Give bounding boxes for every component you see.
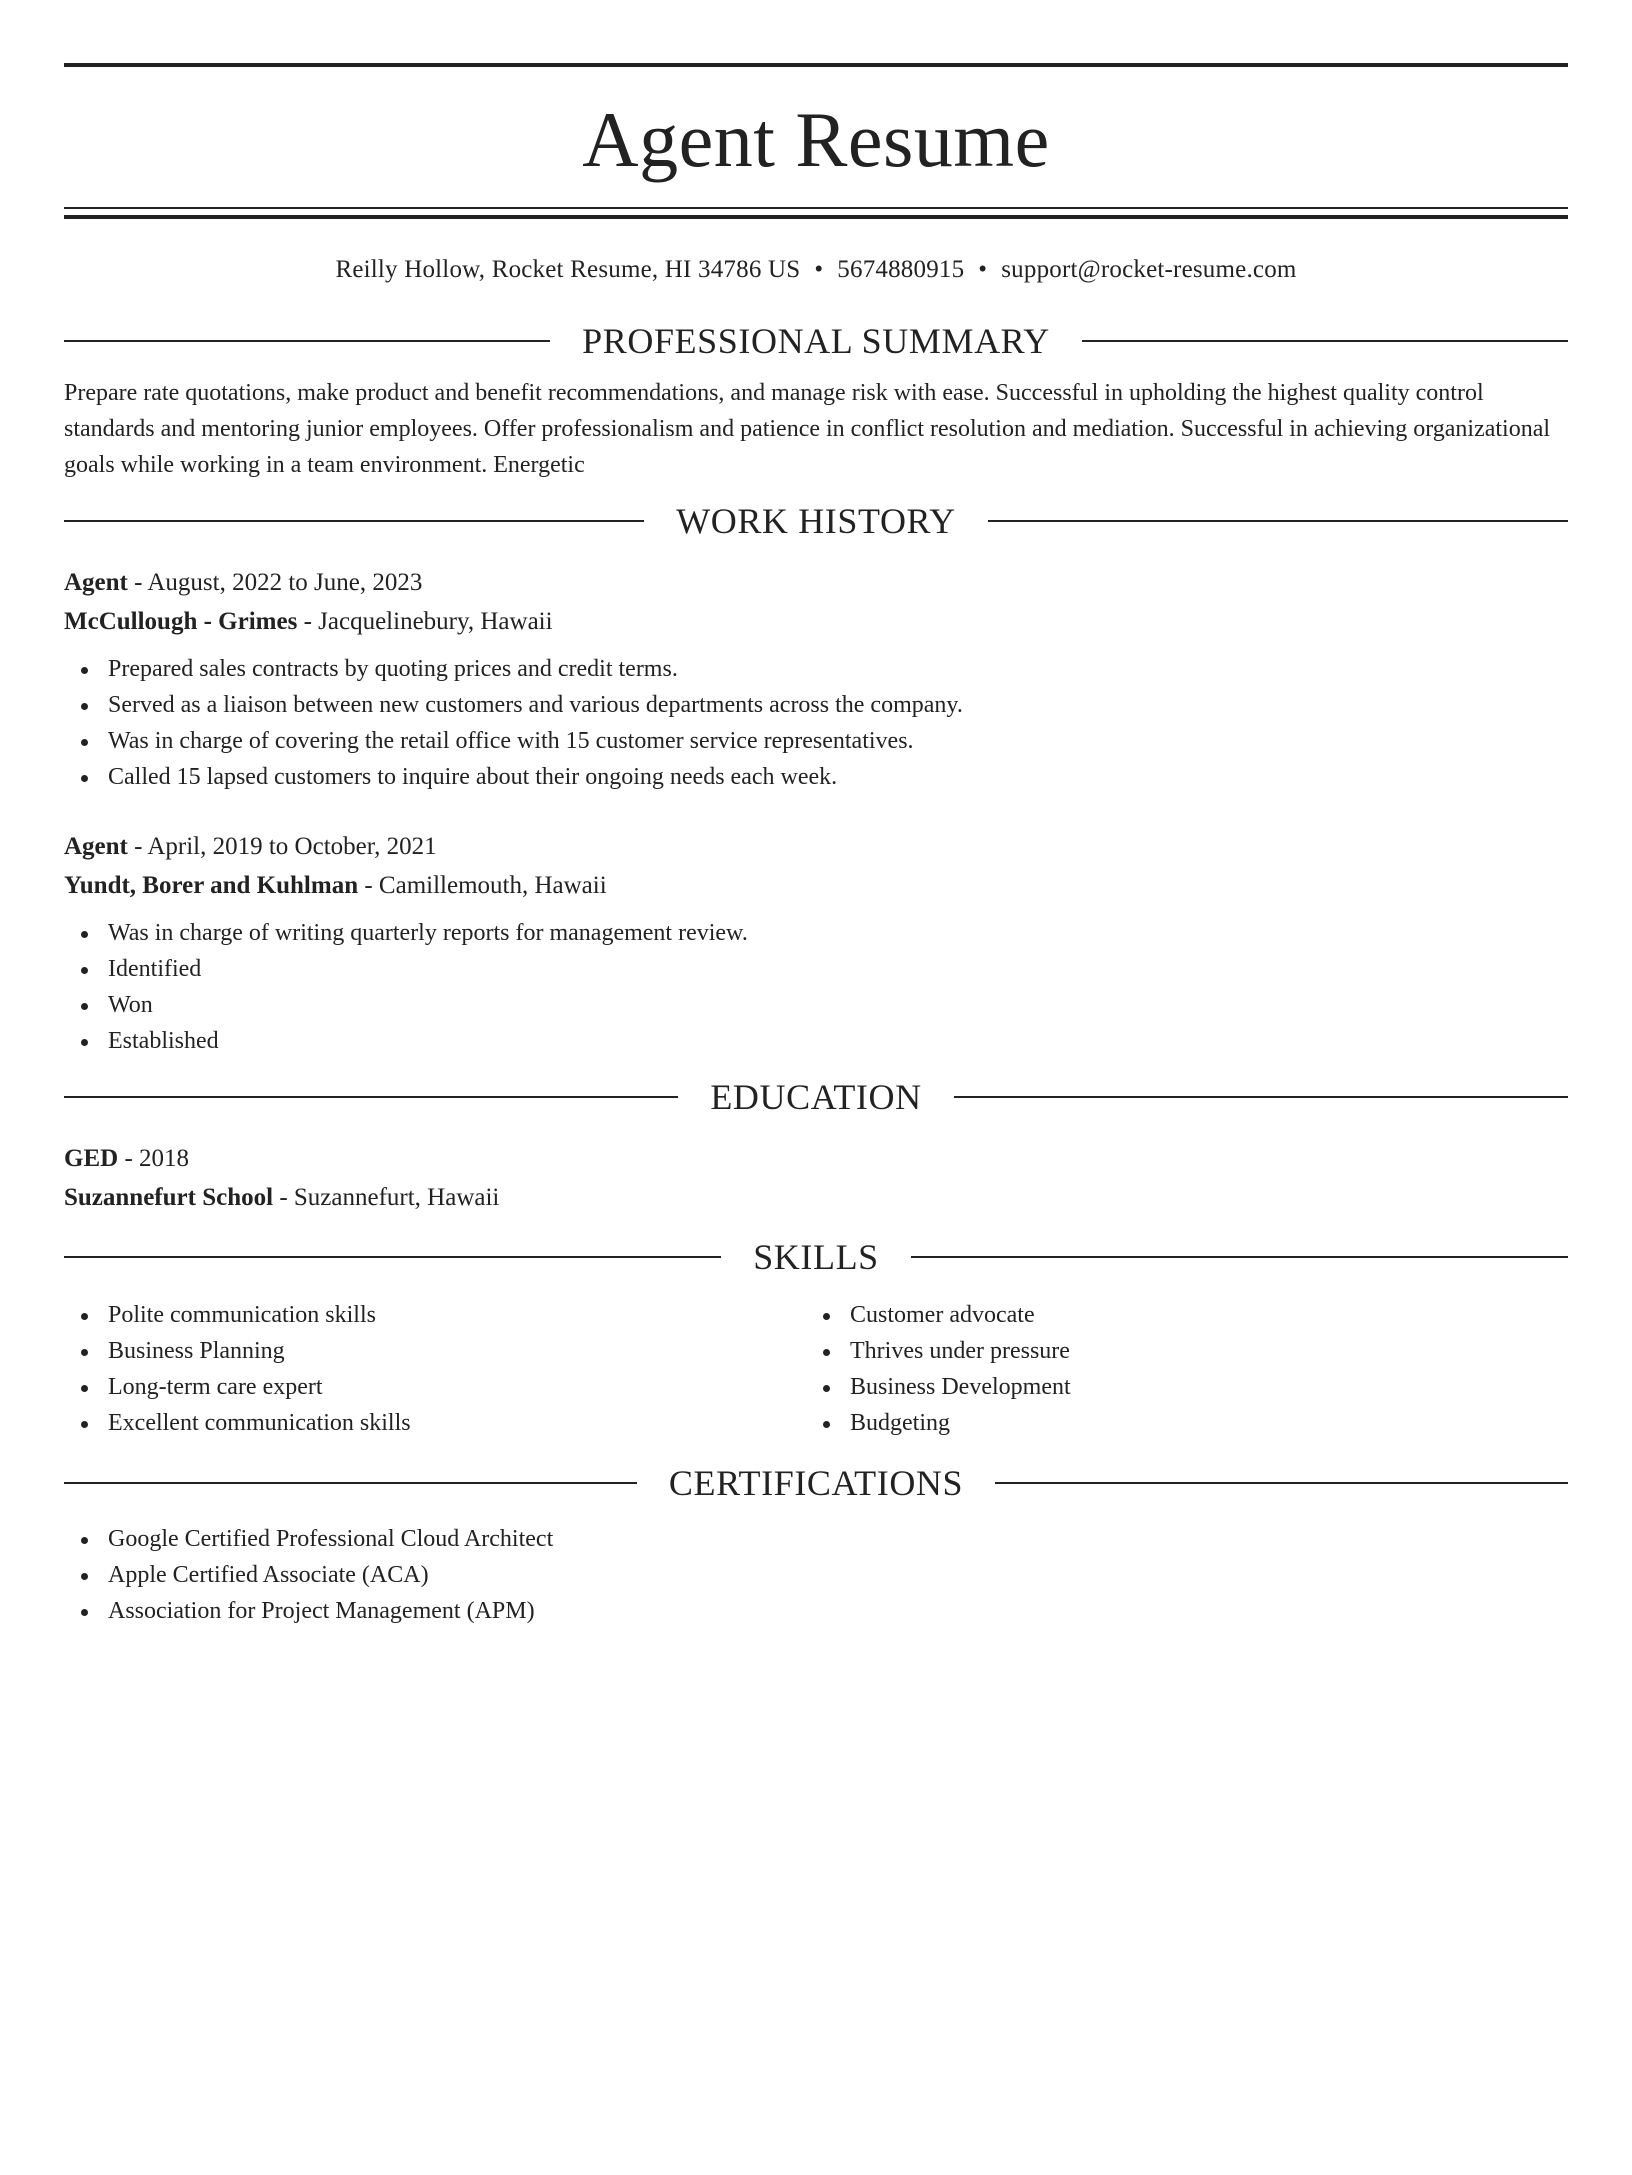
list-item: Budgeting — [806, 1405, 1548, 1441]
job-company-line — [64, 866, 1568, 905]
contact-phone: 5674880915 — [837, 256, 965, 283]
list-item: Was in charge of covering the retail office with 15 customer service representatives. — [64, 723, 1568, 759]
section-header-work — [64, 501, 1568, 541]
education-year: - 2018 — [118, 1145, 190, 1172]
page-title: Agent Resume — [582, 96, 1050, 183]
section-rule — [995, 1482, 1568, 1484]
education-degree: GED — [64, 1145, 119, 1172]
section-header-summary — [64, 321, 1568, 361]
skills-column-right — [806, 1287, 1548, 1441]
list-item: Called 15 lapsed customers to inquire about their ongoing needs each week. — [64, 759, 1568, 795]
contact-line — [64, 255, 1568, 285]
top-rule — [64, 63, 1568, 67]
section-title-summary: PROFESSIONAL SUMMARY — [582, 321, 1050, 361]
job-bullets — [64, 915, 1568, 1059]
section-rule — [954, 1096, 1568, 1098]
list-item: Long-term care expert — [64, 1369, 806, 1405]
skills-grid — [64, 1287, 1568, 1441]
contact-address: Reilly Hollow, Rocket Resume, HI 34786 US — [335, 256, 801, 283]
section-header-education — [64, 1077, 1568, 1117]
resume-page — [0, 63, 1632, 2175]
job-location: - Camillemouth, Hawaii — [358, 872, 607, 899]
job-title-line — [64, 827, 1568, 866]
job-entry — [64, 827, 1568, 1059]
contact-separator: • — [814, 256, 824, 283]
list-item: Prepared sales contracts by quoting prices and credit terms. — [64, 651, 1568, 687]
section-rule — [64, 1256, 721, 1258]
job-title: Agent — [64, 833, 128, 860]
section-title-work: WORK HISTORY — [676, 501, 956, 541]
job-location: - Jacquelinebury, Hawaii — [297, 608, 553, 635]
section-rule — [64, 1482, 637, 1484]
list-item: Served as a liaison between new customers and various departments across the company. — [64, 687, 1568, 723]
contact-email: support@rocket-resume.com — [1001, 256, 1297, 283]
job-title: Agent — [64, 569, 128, 596]
education-degree-line — [64, 1139, 1568, 1178]
section-rule — [1082, 340, 1568, 342]
list-item: Identified — [64, 951, 1568, 987]
list-item: Customer advocate — [806, 1297, 1548, 1333]
list-item: Thrives under pressure — [806, 1333, 1548, 1369]
section-rule — [64, 340, 550, 342]
list-item: Won — [64, 987, 1568, 1023]
job-company-line — [64, 602, 1568, 641]
list-item: Apple Certified Associate (ACA) — [64, 1557, 1568, 1593]
list-item: Was in charge of writing quarterly reports for management review. — [64, 915, 1568, 951]
list-item: Polite communication skills — [64, 1297, 806, 1333]
summary-text: Prepare rate quotations, make product and benefit recommendations, and manage risk with ease. Successful in upholding the highest quality control standards and mentoring junior employees. Offer professionalism and patience in conflict resolution and mediation. Successful in achieving organizational goals while working in a team environment. Energetic — [64, 380, 1551, 478]
list-item: Business Development — [806, 1369, 1548, 1405]
list-item: Business Planning — [64, 1333, 806, 1369]
section-title-certifications: CERTIFICATIONS — [668, 1463, 964, 1503]
job-company: Yundt, Borer and Kuhlman — [64, 872, 359, 899]
section-rule — [64, 1096, 678, 1098]
section-title-education: EDUCATION — [710, 1077, 922, 1117]
skills-list — [64, 1297, 806, 1441]
job-dates: - August, 2022 to June, 2023 — [127, 569, 423, 596]
list-item: Association for Project Management (APM) — [64, 1593, 1568, 1629]
skills-list — [806, 1297, 1548, 1441]
certifications-list — [64, 1521, 1568, 1629]
education-school: Suzannefurt School — [64, 1184, 274, 1211]
section-header-certifications — [64, 1463, 1568, 1503]
list-item: Established — [64, 1023, 1568, 1059]
list-item: Google Certified Professional Cloud Architect — [64, 1521, 1568, 1557]
title-double-rule — [64, 207, 1568, 219]
education-school-line — [64, 1178, 1568, 1217]
section-header-skills — [64, 1237, 1568, 1277]
job-spacer — [64, 795, 1568, 827]
section-rule — [988, 520, 1568, 522]
job-entry — [64, 563, 1568, 795]
section-rule — [911, 1256, 1568, 1258]
section-rule — [64, 520, 644, 522]
job-bullets — [64, 651, 1568, 795]
skills-column-left — [64, 1287, 806, 1441]
job-title-line — [64, 563, 1568, 602]
list-item: Excellent communication skills — [64, 1405, 806, 1441]
section-title-skills: SKILLS — [753, 1237, 879, 1277]
job-dates: - April, 2019 to October, 2021 — [127, 833, 437, 860]
education-location: - Suzannefurt, Hawaii — [273, 1184, 500, 1211]
job-company: McCullough - Grimes — [64, 608, 298, 635]
contact-separator: • — [978, 256, 988, 283]
